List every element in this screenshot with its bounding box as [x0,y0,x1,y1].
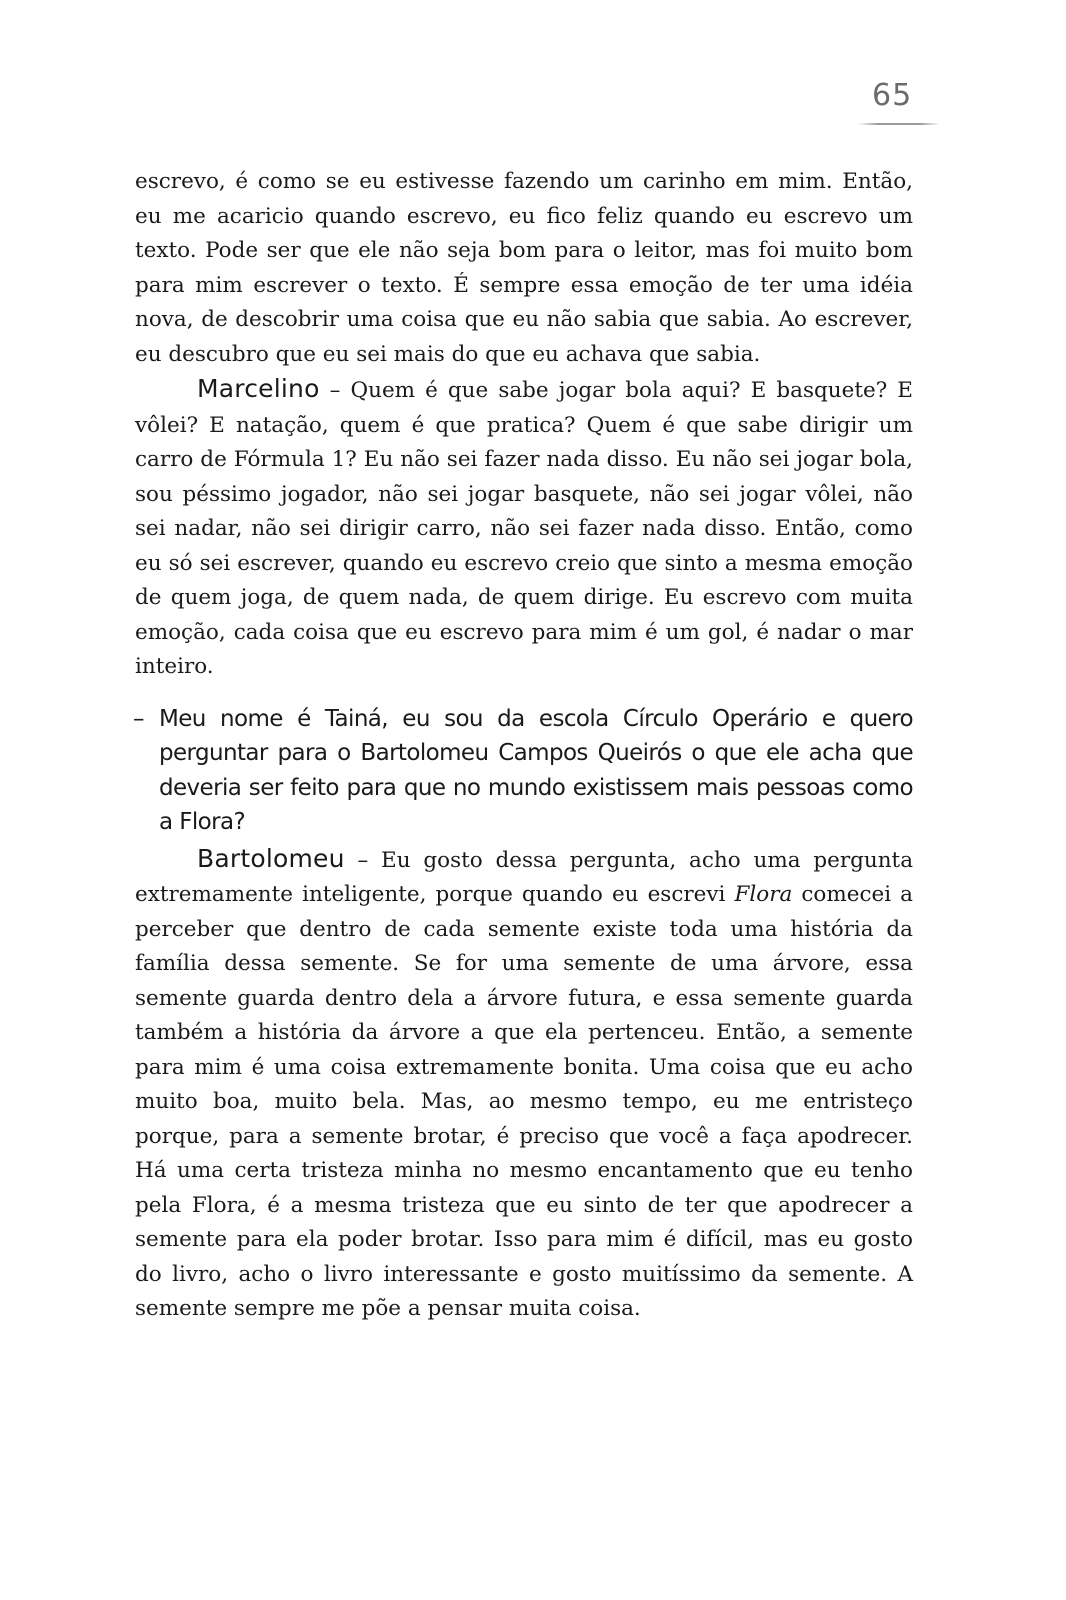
page-number: 65 [872,78,913,113]
question-dash: – [133,705,144,732]
speaker-name: Marcelino [197,374,320,403]
paragraph-continuation: escrevo, é como se eu estivesse fazendo um carinho em mim. Então, eu me acaricio quando escrevo, eu fico feliz quando eu escrevo um texto. Pode ser que ele não seja bom para o leitor, mas foi muito bom para mim escrever o texto. É sempre essa emoção de ter uma idéia nova, de descobrir uma coisa que eu não sabia que sabia. Ao escrever, eu descubro que eu sei mais do que eu achava que sabia. [135,169,913,367]
book-title: Flora [734,882,793,907]
speaker-name: Bartolomeu [197,843,345,873]
paragraph-text: comecei a perceber que dentro de cada semente existe toda uma história da família dessa semente. Se for uma semente de uma árvore, essa semente guarda dentro dela a árvore futura, e essa semente guarda também a história da árvore a que ela pertenceu. Então, a semente para mim é uma coisa extremamente bonita. Uma coisa que eu acho muito boa, muito bela. Mas, ao mesmo tempo, eu me entristeço porque, para a semente brotar, é preciso que você a faça apodrecer. Há uma certa tristeza minha no mesmo encantamento que eu tenho pela Flora, é a mesma tristeza que eu sinto de ter que apodrecer a semente para ela poder brotar. Isso para mim é difícil, mas eu gosto do livro, acho o livro interessante e gosto muitíssimo da semente. A semente sempre me põe a pensar muita coisa. [135,882,913,1321]
speaker-separator: – [344,847,382,873]
audience-question [135,702,913,840]
page-number-underline [858,123,940,125]
question-text: Meu nome é Tainá, eu sou da escola Círculo Operário e quero perguntar para o Bartolomeu Campos Queirós o que ele acha que deveria ser feito para que no mundo existissem mais pessoas como a Flora? [159,705,913,835]
paragraph-bartolomeu [135,842,913,1327]
paragraph-text: Quem é que sabe jogar bola aqui? E basquete? E vôlei? E natação, quem é que pratica? Quem é que sabe dirigir um carro de Fórmula 1? Eu não sei fazer nada disso. Eu não sei jogar bola, sou péssimo jogador, não sei jogar basquete, não sei jogar vôlei, não sei nadar, não sei dirigir carro, não sei fazer nada disso. Então, como eu só sei escrever, quando eu escrevo creio que sinto a mesma emoção de quem joga, de quem nada, de quem dirige. Eu escrevo com muita emoção, cada coisa que eu escrevo para mim é um gol, é nadar o mar inteiro. [135,378,913,679]
main-text [135,165,913,1327]
paragraph-text: Eu gosto dessa pergunta, acho uma pergunta extremamente inteligente, porque quando eu escrevi [135,847,914,907]
paragraph-marcelino [135,372,913,685]
speaker-separator: – [319,378,351,403]
